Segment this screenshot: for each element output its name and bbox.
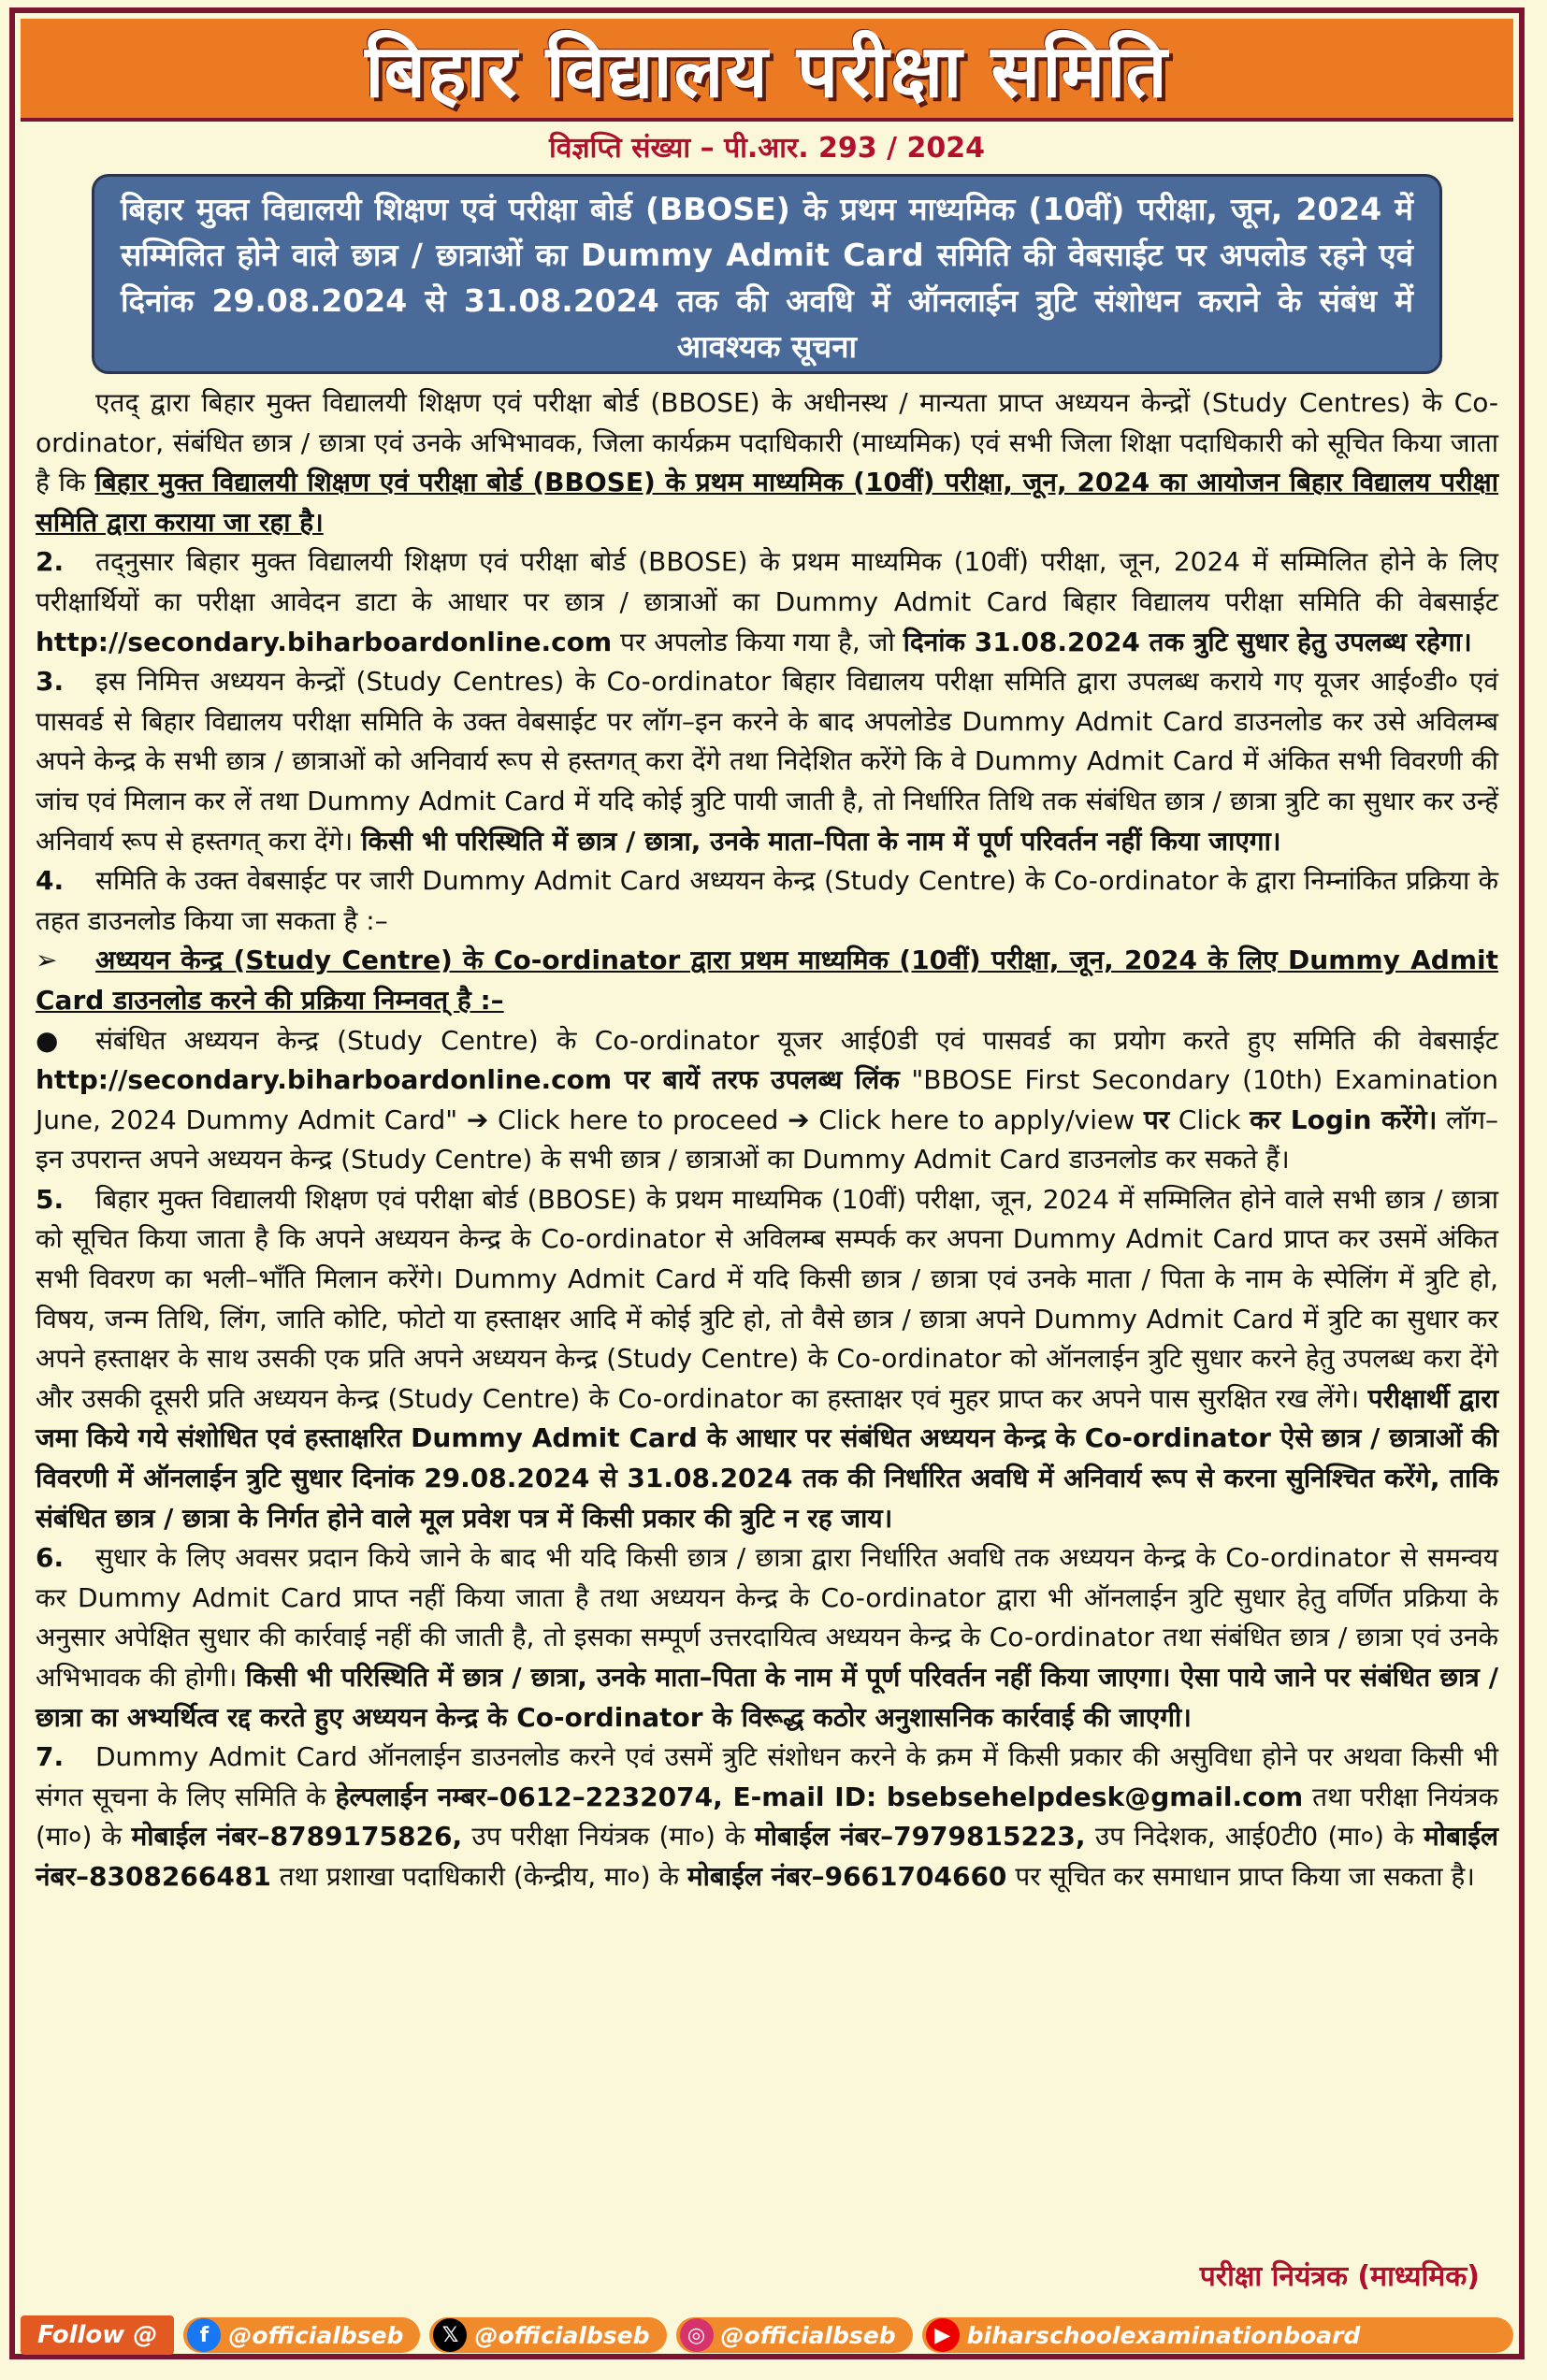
instagram-link[interactable]: ◎ @officialbseb (676, 2317, 913, 2353)
paragraph-1-emphasis: बिहार मुक्त विद्यालयी शिक्षण एवं परीक्षा बोर्ड (BBOSE) के प्रथम माध्यमिक (10वीं) परीक्षा, जून, 2024 का आयोजन बिहार विद्यालय परीक्षा समिति द्वारा कराया जा रहा है। (36, 467, 1498, 538)
notice-number: विज्ञप्ति संख्या – पी.आर. 293 / 2024 (548, 132, 986, 165)
instagram-icon: ◎ (680, 2318, 714, 2352)
twitter-link[interactable]: 𝕏 @officialbseb (429, 2317, 666, 2353)
paragraph-7: 7. Dummy Admit Card ऑनलाईन डाउनलोड करने एवं उसमें त्रुटि संशोधन करने के क्रम में किसी प्रकार की असुविधा होने पर अथवा किसी भी संगत सूचना के लिए समिति के हेल्पलाईन नम्बर–0612–2232074, E-mail ID: bsebsehelpdesk@gmail.com तथा परीक्षा नियंत्रक (मा०) के मोबाईल नंबर–8789175826, उप परीक्षा नियंत्रक (मा०) के मोबाईल नंबर–7979815223, उप निदेशक, आई0टी0 (मा०) के मोबाईल नंबर–8308266481 तथा प्रशाखा पदाधिकारी (केन्द्रीय, मा०) के मोबाईल नंबर–9661704660 पर सूचित कर समाधान प्राप्त किया जा सकता है। (36, 1741, 1498, 1892)
social-footer (21, 2315, 1513, 2355)
helpline-contact: हेल्पलाईन नम्बर–0612–2232074, E-mail ID: bsebsehelpdesk@gmail.com (335, 1781, 1304, 1812)
bullet-icon: ● (36, 1024, 59, 1056)
paragraph-6: 6. सुधार के लिए अवसर प्रदान किये जाने के बाद भी यदि किसी छात्र / छात्रा द्वारा निर्धारित अवधि तक अध्ययन केन्द्र के Co-ordinator से समन्वय कर Dummy Admit Card प्राप्त नहीं किया जाता है तथा अध्ययन केन्द्र के Co-ordinator द्वारा भी ऑनलाईन त्रुटि सुधार हेतु वर्णित प्रक्रिया के अनुसार अपेक्षित सुधार की कार्रवाई नहीं की जाती है, तो इसका सम्पूर्ण उत्तरदायित्व अध्ययन केन्द्र के Co-ordinator तथा संबंधित छात्र / छात्रा एवं उनके अभिभावक की होगी। किसी भी परिस्थिति में छात्र / छात्रा, उनके माता–पिता के नाम में पूर्ण परिवर्तन नहीं किया जाएगा। ऐसा पाये जाने पर संबंधित छात्र / छात्रा का अभ्यर्थित्व रद्द करते हुए अध्ययन केन्द्र के Co-ordinator के विरूद्ध कठोर अनुशासनिक कार्रवाई की जाएगी। (36, 1542, 1498, 1733)
website-link-2[interactable]: http://secondary.biharboardonline.com पर बायें तरफ उपलब्ध लिंक (36, 1064, 900, 1096)
paragraph-3: 3. इस निमित्त अध्ययन केन्द्रों (Study Centres) के Co-ordinator बिहार विद्यालय परीक्षा समिति द्वारा उपलब्ध कराये गए यूजर आई०डी० एवं पासवर्ड से बिहार विद्यालय परीक्षा समिति के उक्त वेबसाईट पर लॉग–इन करने के बाद अपलोडेड Dummy Admit Card डाउनलोड कर उसे अविलम्ब अपने केन्द्र के सभी छात्र / छात्राओं को अनिवार्य रूप से हस्तगत् करा देंगे तथा निदेशित करेंगे कि वे Dummy Admit Card में अंकित सभी विवरणी की जांच एवं मिलान कर लें तथा Dummy Admit Card में यदि कोई त्रुटि पायी जाती है, तो निर्धारित तिथि तक संबंधित छात्र / छात्रा त्रुटि का सुधार कर उन्हें अनिवार्य रूप से हस्तगत् करा देंगे। किसी भी परिस्थिति में छात्र / छात्रा, उनके माता–पिता के नाम में पूर्ण परिवर्तन नहीं किया जाएगा। (36, 666, 1498, 857)
x-twitter-icon: 𝕏 (433, 2318, 467, 2352)
notice-page (9, 7, 1525, 2359)
facebook-icon: f (187, 2318, 221, 2352)
youtube-link[interactable]: ▶ biharschoolexaminationboard (922, 2317, 1513, 2353)
follow-label: Follow @ (21, 2315, 174, 2355)
paragraph-5: 5. बिहार मुक्त विद्यालयी शिक्षण एवं परीक्षा बोर्ड (BBOSE) के प्रथम माध्यमिक (10वीं) परीक्षा, जून, 2024 में सम्मिलित होने वाले सभी छात्र / छात्रा को सूचित किया जाता है कि अपने अध्ययन केन्द्र के Co-ordinator से अविलम्ब सम्पर्क कर अपना Dummy Admit Card प्राप्त कर उसमें अंकित सभी विवरण का भली–भाँति मिलान करेंगे। Dummy Admit Card में यदि किसी छात्र / छात्रा एवं उनके माता / पिता के नाम के स्पेलिंग में त्रुटि हो, विषय, जन्म तिथि, लिंग, जाति कोटि, फोटो या हस्ताक्षर आदि में कोई त्रुटि हो, तो वैसे छात्र / छात्रा अपने Dummy Admit Card में त्रुटि का सुधार कर अपने हस्ताक्षर के साथ उसकी एक प्रति अपने अध्ययन केन्द्र (Study Centre) के Co-ordinator को ऑनलाईन त्रुटि सुधार करने हेतु उपलब्ध करा देंगे और उसकी दूसरी प्रति अध्ययन केन्द्र (Study Centre) के Co-ordinator का हस्ताक्षर एवं मुहर प्राप्त कर अपने पास सुरक्षित रख लेंगे। परीक्षार्थी द्वारा जमा किये गये संशोधित एवं हस्ताक्षरित Dummy Admit Card के आधार पर संबंधित अध्ययन केन्द्र के Co-ordinator ऐसे छात्र / छात्राओं की विवरणी में ऑनलाईन त्रुटि सुधार दिनांक 29.08.2024 से 31.08.2024 तक की निर्धारित अवधि में अनिवार्य रूप से करना सुनिश्चित करेंगे, ताकि संबंधित छात्र / छात्रा के निर्गत होने वाले मूल प्रवेश पत्र में किसी प्रकार की त्रुटि न रह जाय। (36, 1183, 1499, 1534)
facebook-link[interactable]: f @officialbseb (183, 2317, 420, 2353)
notice-body (36, 383, 1498, 1897)
procedure-step: ● संबंधित अध्ययन केन्द्र (Study Centre) के Co-ordinator यूजर आई0डी एवं पासवर्ड का प्रयोग करते हुए समिति की वेबसाईट http://secondary.biharboardonline.com पर बायें तरफ उपलब्ध लिंक "BBOSE First Secondary (10th) Examination June, 2024 Dummy Admit Card" ➔ Click here to proceed ➔ Click here to apply/view पर Click कर Login करेंगे। लॉग–इन उपरान्त अपने अध्ययन केन्द्र (Study Centre) के सभी छात्र / छात्राओं का Dummy Admit Card डाउनलोड कर सकते हैं। (36, 1021, 1498, 1180)
website-link[interactable]: http://secondary.biharboardonline.com (36, 626, 613, 657)
subject-box: बिहार मुक्त विद्यालयी शिक्षण एवं परीक्षा बोर्ड (BBOSE) के प्रथम माध्यमिक (10वीं) परीक्षा, जून, 2024 में सम्मिलित होने वाले छात्र / छात्राओं का Dummy Admit Card समिति की वेबसाईट पर अपलोड रहने एवं दिनांक 29.08.2024 से 31.08.2024 तक की अवधि में ऑनलाईन त्रुटि संशोधन कराने के संबंध में आवश्यक सूचना (92, 174, 1442, 374)
youtube-icon: ▶ (926, 2318, 960, 2352)
paragraph-1: एतद् द्वारा बिहार मुक्त विद्यालयी शिक्षण एवं परीक्षा बोर्ड (BBOSE) के अधीनस्थ / मान्यता प्राप्त अध्ययन केन्द्रों (Study Centres) के Co-ordinator, संबंधित छात्र / छात्रा एवं उनके अभिभावक, जिला कार्यक्रम पदाधिकारी (माध्यमिक) एवं सभी जिला शिक्षा पदाधिकारी को सूचित किया जाता है कि बिहार मुक्त विद्यालयी शिक्षण एवं परीक्षा बोर्ड (BBOSE) के प्रथम माध्यमिक (10वीं) परीक्षा, जून, 2024 का आयोजन बिहार विद्यालय परीक्षा समिति द्वारा कराया जा रहा है। (36, 387, 1498, 538)
paragraph-4: 4. समिति के उक्त वेबसाईट पर जारी Dummy Admit Card अध्ययन केन्द्र (Study Centre) के Co-ordinator के द्वारा निम्नांकित प्रक्रिया के तहत डाउनलोड किया जा सकता है :– (36, 865, 1498, 936)
arrow-icon: ➢ (36, 945, 58, 976)
procedure-heading: ➢ अध्ययन केन्द्र (Study Centre) के Co-ordinator द्वारा प्रथम माध्यमिक (10वीं) परीक्षा, जून, 2024 के लिए Dummy Admit Card डाउनलोड करने की प्रक्रिया निम्नवत् है :– (36, 941, 1498, 1020)
signatory: परीक्षा नियंत्रक (माध्यमिक) (1199, 2260, 1480, 2293)
header-banner (21, 19, 1513, 122)
paragraph-2: 2. तद्नुसार बिहार मुक्त विद्यालयी शिक्षण एवं परीक्षा बोर्ड (BBOSE) के प्रथम माध्यमिक (10वीं) परीक्षा, जून, 2024 में सम्मिलित होने के लिए परीक्षार्थियों का परीक्षा आवेदन डाटा के आधार पर छात्र / छात्राओं का Dummy Admit Card बिहार विद्यालय परीक्षा समिति की वेबसाईट http://secondary.biharboardonline.com पर अपलोड किया गया है, जो दिनांक 31.08.2024 तक त्रुटि सुधार हेतु उपलब्ध रहेगा। (36, 546, 1498, 657)
board-title: बिहार विद्यालय परीक्षा समिति (365, 30, 1169, 114)
